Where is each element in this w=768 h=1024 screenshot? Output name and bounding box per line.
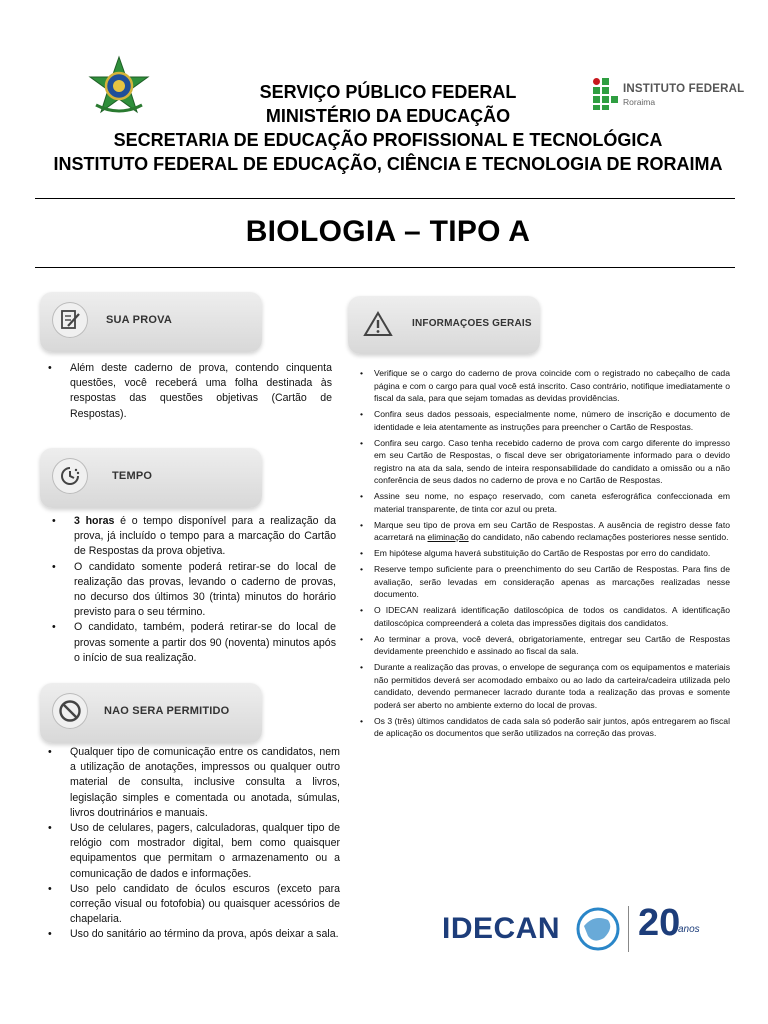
list-item: • Uso pelo candidato de óculos escuros (exceto para correção visual ou fotofobia) ou quaisquer acessórios de chapelaria. — [42, 882, 340, 928]
anniversary-anos: anos — [678, 924, 700, 935]
idecan-logo — [440, 900, 720, 956]
header-line-1: SERVIÇO PÚBLICO FEDERAL — [259, 82, 517, 102]
warning-icon — [360, 306, 396, 342]
list-item: • Além deste caderno de prova, contendo cinquenta questões, você receberá uma folha destinada às respostas das questões objetivas (Cartão de Respostas). — [42, 361, 332, 422]
list-item: • Uso de celulares, pagers, calculadoras, qualquer tipo de relógio com mostrador digital, bem como quaisquer equipamentos que permitam o armazenamento ou a comunicação de dados e informações. — [42, 821, 340, 882]
duration-text: é o tempo disponível para a realização da prova, já incluído o tempo para a marcação do Cartão de Respostas da prova objetiva. — [74, 515, 336, 558]
list-item: • O candidato somente poderá retirar-se do local de realização das provas, levando o caderno de provas, no decurso dos últimos 30 (trinta) minutos do horário previsto para o seu término. — [46, 560, 336, 621]
nao-permitido-list — [42, 745, 340, 943]
anniversary-number: 20 — [638, 902, 681, 944]
if-logo-name: INSTITUTO FEDERAL — [623, 83, 745, 95]
tempo-label: TEMPO — [112, 470, 153, 482]
item-text-before: Marque seu tipo de prova em seu Cartão de Respostas. A ausência de registro desse fato acarretará na — [374, 519, 730, 542]
list-item: • Verifique se o cargo do caderno de prova coincide com o registrado no cabeçalho de cada página e com o cargo para qual você está inscrito. Caso contrário, notifique imediatamente o fiscal da sala, para que sejam tomadas as devidas providências. — [360, 367, 730, 405]
top-divider — [35, 198, 735, 199]
sua-prova-header — [40, 292, 262, 352]
if-logo-campus: Roraima — [623, 97, 656, 107]
list-item: • Reserve tempo suficiente para o preenchimento do seu Cartão de Respostas. Para fins de avaliação, serão levadas em consideração apenas as marcações realizadas nesse documento. — [360, 563, 730, 601]
list-item: • Assine seu nome, no espaço reservado, com caneta esferográfica confeccionada em material transparente, de tinta cor azul ou preta. — [360, 490, 730, 515]
idecan-wordmark: IDECAN — [442, 912, 561, 945]
clock-icon — [52, 458, 88, 494]
logo-separator — [628, 906, 629, 952]
nao-permitido-label: NAO SERA PERMITIDO — [104, 705, 230, 717]
list-item: • Uso do sanitário ao término da prova, após deixar a sala. — [42, 927, 340, 942]
list-item: • Qualquer tipo de comunicação entre os candidatos, nem a utilização de anotações, impressos ou qualquer outro material de consulta, inclusive consulta a livros, legislação simples e comentada ou anotada, súmulas, livros doutrinários e manuais. — [42, 745, 340, 821]
sua-prova-label: SUA PROVA — [106, 314, 172, 326]
duration-bold: 3 horas — [74, 515, 115, 527]
list-item: • O candidato, também, poderá retirar-se do local de provas somente a partir dos 90 (noventa) minutos após o início de sua realização. — [46, 620, 336, 666]
informacoes-header — [348, 296, 540, 354]
page-title: BIOLOGIA – TIPO A — [245, 215, 531, 248]
prohibited-icon — [52, 693, 88, 729]
header-line-2: MINISTÉRIO DA EDUCAÇÃO — [265, 106, 511, 126]
list-item: • Durante a realização das provas, o envelope de segurança com os equipamentos e materiais não permitidos deverá ser acomodado embaixo ou ao lado da carteira/cadeira utilizada pelo candidato, devendo permanecer lacrado durante toda a realização das provas e somente poderá ser aberto no ambiente externo do local de provas. — [360, 661, 730, 711]
informacoes-list — [360, 367, 730, 743]
list-item: • Confira seus dados pessoais, especialmente nome, número de inscrição e documento de identidade e leia atentamente as instruções para preencher o Cartão de Respostas. — [360, 408, 730, 433]
list-item: • Ao terminar a prova, você deverá, obrigatoriamente, entregar seu Cartão de Respostas devidamente preenchido e assinado ao fiscal da sala. — [360, 633, 730, 658]
tempo-header — [40, 448, 262, 508]
brazil-map-icon — [574, 906, 622, 957]
title-divider — [35, 267, 735, 268]
sua-prova-list — [42, 361, 332, 422]
edit-document-icon — [52, 302, 88, 338]
tempo-list — [46, 514, 336, 666]
document-header — [0, 80, 768, 176]
list-item: • Confira seu cargo. Caso tenha recebido caderno de prova com cargo diferente do impresso em seu Cartão de Respostas, o fiscal deve ser obrigatoriamente informado para o devido registro na ata da sala, sendo de inteira responsabilidade do candidato a omissão ou a não conferência de seus dados no caderno de prova e no Cartão de Respostas. — [360, 437, 730, 487]
header-line-3: SECRETARIA DE EDUCAÇÃO PROFISSIONAL E TECNOLÓGICA — [113, 130, 663, 150]
list-item — [46, 514, 336, 560]
item-text-after: do candidato, não cabendo reclamações posteriores nesse sentido. — [468, 532, 729, 542]
informacoes-label: INFORMAÇOES GERAIS — [412, 318, 532, 329]
list-item: • O IDECAN realizará identificação datiloscópica de todos os candidatos. A identificação datiloscópica compreenderá a coleta das impressões digitais dos candidatos. — [360, 604, 730, 629]
list-item: • Os 3 (três) últimos candidatos de cada sala só poderão sair juntos, após entregarem ao fiscal de aplicação os documentos que serão utilizados na correção das provas. — [360, 715, 730, 740]
header-line-4: INSTITUTO FEDERAL DE EDUCAÇÃO, CIÊNCIA E TECNOLOGIA DE RORAIMA — [53, 154, 723, 174]
list-item: • Em hipótese alguma haverá substituição do Cartão de Respostas por erro do candidato. — [360, 547, 730, 560]
eliminacao-underlined: eliminação — [427, 532, 469, 542]
nao-permitido-header — [40, 683, 262, 743]
list-item — [360, 519, 730, 544]
